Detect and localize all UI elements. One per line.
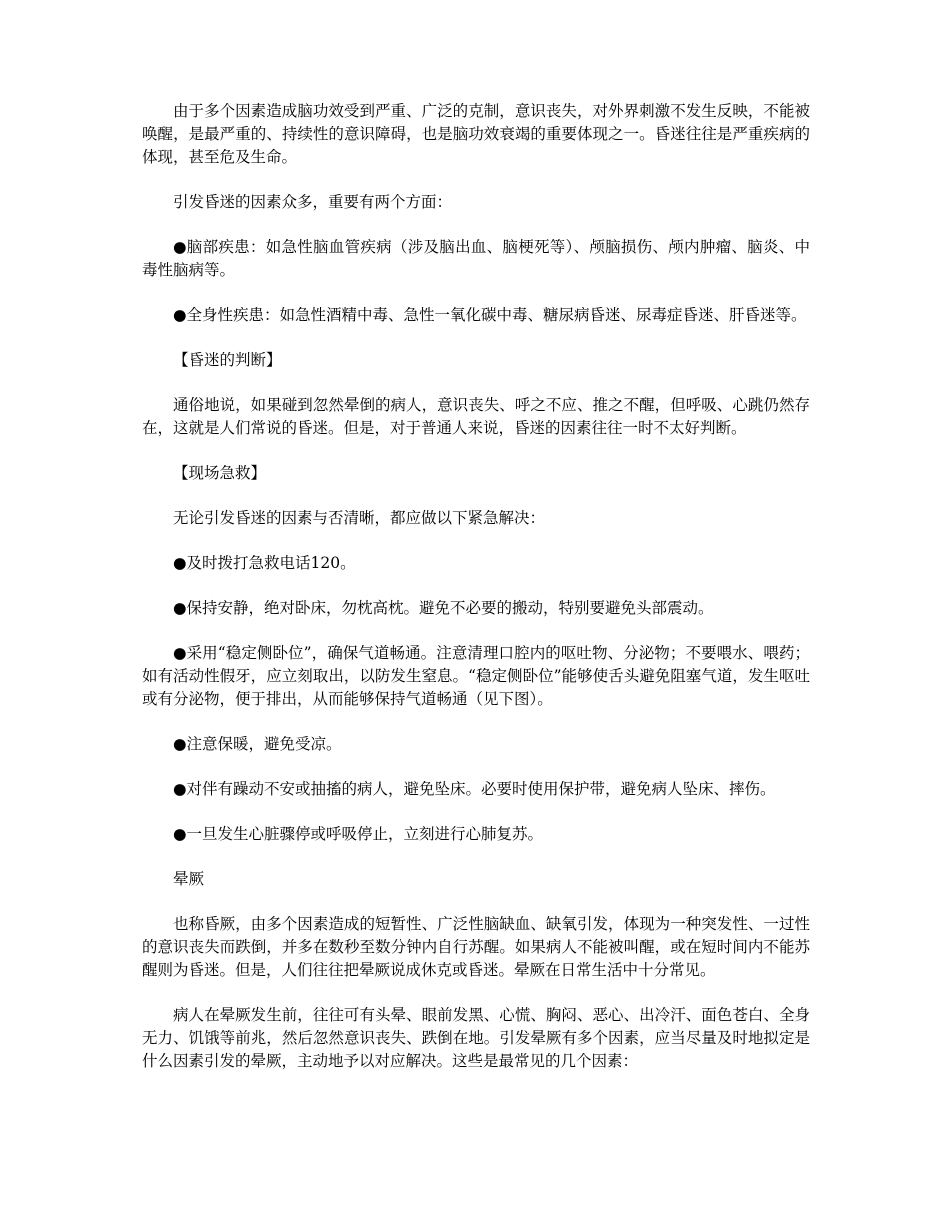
causes-intro-paragraph: 引发昏迷的因素众多，重要有两个方面：: [173, 193, 453, 211]
first-aid-intro-paragraph: 无论引发昏迷的因素与否清晰，都应做以下紧急解决：: [173, 509, 546, 527]
section-heading-first-aid: 【现场急救】: [173, 464, 267, 482]
section-heading-judgment: 【昏迷的判断】: [173, 351, 282, 369]
document-body: [142, 100, 810, 1095]
bullet-keep-warm: ●注意保暖，避免受凉。: [173, 735, 342, 753]
bullet-call-120: ●及时拨打急救电话120。: [173, 554, 356, 572]
bullet-recovery-position: ●采用“稳定侧卧位”，确保气道畅通。注意清理口腔内的呕吐物、分泌物；不要喂水、喂药；如有活动性假牙，应立刻取出，以防发生窒息。“稳定侧卧位”能够使舌头避免阻塞气道，发生呕吐或有分泌物，便于排出，从而能够保持气道畅通（见下图）。: [142, 644, 810, 708]
section-heading-syncope: 晕厥: [173, 870, 205, 888]
bullet-keep-quiet: ●保持安静，绝对卧床，勿枕高枕。避免不必要的搬动，特别要避免头部震动。: [173, 599, 714, 617]
judgment-paragraph: 通俗地说，如果碰到忽然晕倒的病人，意识丧失、呼之不应、推之不醒，但呼吸、心跳仍然存在，这就是人们常说的昏迷。但是，对于普通人来说，昏迷的因素往往一时不太好判断。: [142, 396, 810, 437]
bullet-brain-disease: ●脑部疾患：如急性脑血管疾病（涉及脑出血、脑梗死等）、颅脑损伤、颅内肿瘤、脑炎、中毒性脑病等。: [142, 238, 810, 279]
syncope-definition-paragraph: 也称昏厥，由多个因素造成的短暂性、广泛性脑缺血、缺氧引发，体现为一种突发性、一过性的意识丧失而跌倒，并多在数秒至数分钟内自行苏醒。如果病人不能被叫醒，或在短时间内不能苏醒则为昏迷。但是，人们往往把晕厥说成休克或昏迷。晕厥在日常生活中十分常见。: [142, 915, 810, 979]
bullet-prevent-fall: ●对伴有躁动不安或抽搐的病人，避免坠床。必要时使用保护带，避免病人坠床、摔伤。: [173, 780, 776, 798]
bullet-cpr: ●一旦发生心脏骤停或呼吸停止，立刻进行心肺复苏。: [173, 825, 544, 843]
intro-paragraph: 由于多个因素造成脑功效受到严重、广泛的克制，意识丧失，对外界刺激不发生反映，不能被唤醒，是最严重的、持续性的意识障碍，也是脑功效衰竭的重要体现之一。昏迷往往是严重疾病的体现，甚至危及生命。: [142, 102, 810, 166]
bullet-systemic-disease: ●全身性疾患：如急性酒精中毒、急性一氧化碳中毒、糖尿病昏迷、尿毒症昏迷、肝昏迷等。: [173, 306, 807, 324]
syncope-symptoms-paragraph: 病人在晕厥发生前，往往可有头晕、眼前发黑、心慌、胸闷、恶心、出冷汗、面色苍白、全身无力、饥饿等前兆，然后忽然意识丧失、跌倒在地。引发晕厥有多个因素，应当尽量及时地拟定是什么因素引发的晕厥，主动地予以对应解决。这些是最常见的几个因素：: [142, 1006, 810, 1070]
